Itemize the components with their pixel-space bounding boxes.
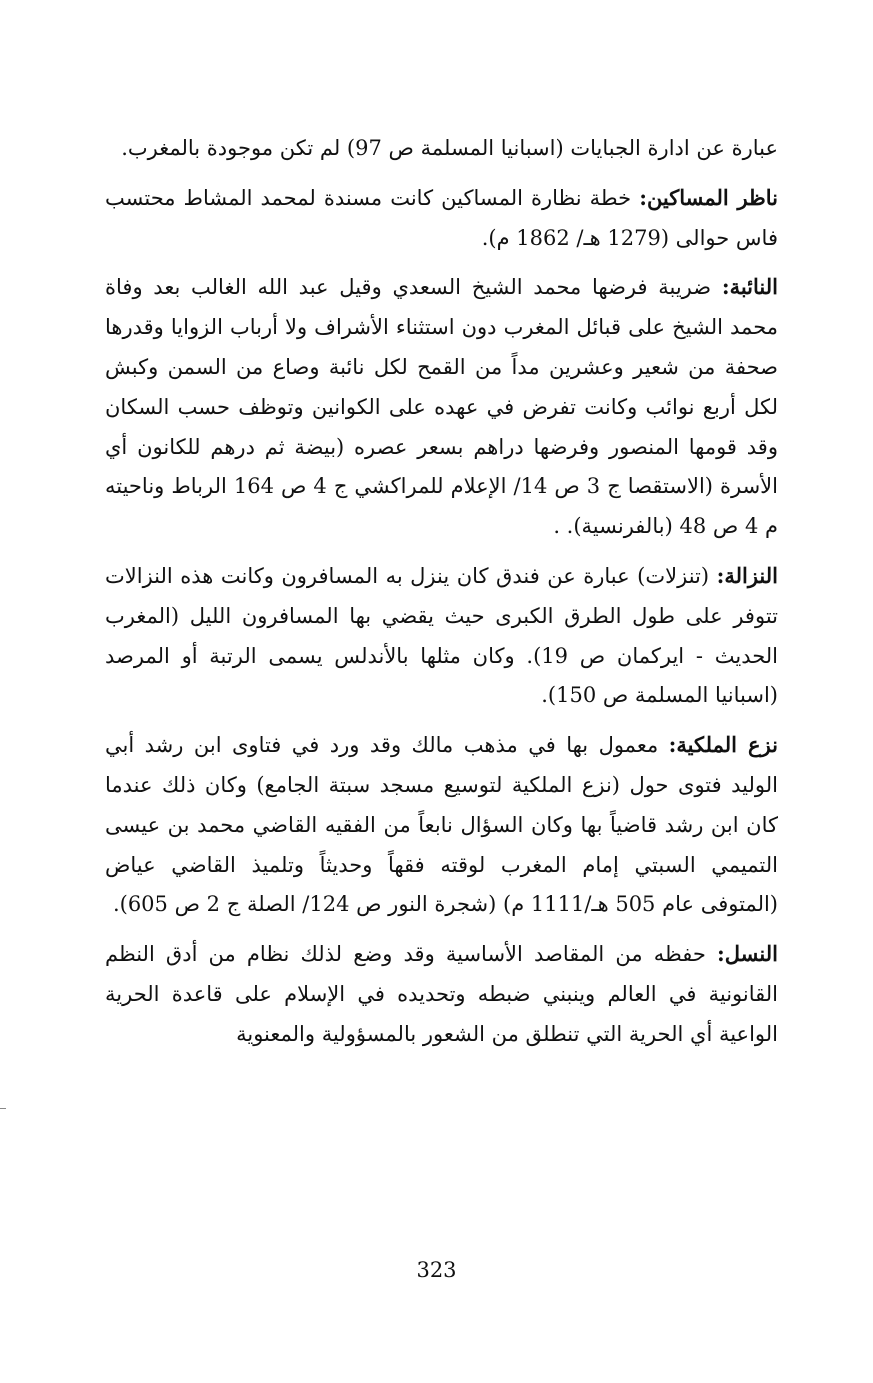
- glossary-entry: [105, 725, 778, 925]
- glossary-entry: [105, 934, 778, 1054]
- entry-term: ناظر المساكين:: [639, 184, 778, 210]
- entry-text: (تنزلات) عبارة عن فندق كان ينزل به المسافرون وكانت هذه النزالات تتوفر على طول الطرق الكبرى حيث يقضي بها المسافرون الليل (المغرب الحديث - ايركمان ص 19). وكان مثلها بالأندلس يسمى الرتبة أو المرصد (اسبانيا المسلمة ص 150).: [105, 563, 779, 708]
- entry-text: حفظه من المقاصد الأساسية وقد وضع لذلك نظام من أدق النظم القانونية في العالم وينبني ضبطه وتحديده في الإسلام على قاعدة الحرية الواعية أي الحرية التي تنطلق من الشعور بالمسؤولية والمعنوية: [105, 942, 778, 1046]
- entry-term: نزع الملكية:: [668, 732, 779, 758]
- entry-text: ضريبة فرضها محمد الشيخ السعدي وقيل عبد الله الغالب بعد وفاة محمد الشيخ على قبائل المغرب دون استثناء الأشراف ولا أرباب الزوايا وقدرها صحفة من شعير وعشرين مداً من القمح لكل نائبة وصاع من السمن وكبش لكل أربع نوائب وكانت تفرض في عهده على الكوانين وتوظف حسب السكان وقد قومها المنصور وفرضها دراهم بسعر عصره (بيضة ثم درهم للكانون أي الأسرة (الاستقصا ج 3 ص 14/ الإعلام للمراكشي ج 4 ص 164 الرباط وناحيته م 4 ص 48 (بالفرنسية). .: [105, 275, 778, 539]
- entry-term: النائبة:: [721, 274, 778, 300]
- page-number: 323: [416, 1258, 457, 1282]
- margin-mark: [0, 1108, 6, 1109]
- page-body: [105, 128, 778, 1055]
- glossary-entry: [105, 128, 778, 169]
- entry-text: عبارة عن ادارة الجبايات (اسبانيا المسلمة ص 97) لم تكن موجودة بالمغرب.: [121, 136, 778, 160]
- entry-term: النسل:: [717, 941, 778, 967]
- entry-text: معمول بها في مذهب مالك وقد ورد في فتاوى ابن رشد أبي الوليد فتوى حول (نزع الملكية لتوسيع مسجد سبتة الجامع) وكان ذلك عندما كان ابن رشد قاضياً بها وكان السؤال نابعاً من الفقيه القاضي محمد بن عيسى التميمي السبتي إمام المغرب لوقته فقهاً وحديثاً وتلميذ القاضي عياض (المتوفى عام 505 هـ/1111 م) (شجرة النور ص 124/ الصلة ج 2 ص 605).: [105, 733, 778, 917]
- entry-term: النزالة:: [716, 562, 778, 588]
- entry-text: خطة نظارة المساكين كانت مسندة لمحمد المشاط محتسب فاس حوالى (1279 هـ/ 1862 م).: [105, 185, 778, 250]
- glossary-entry: [105, 556, 778, 716]
- glossary-entry: [105, 178, 778, 259]
- glossary-entry: [105, 267, 778, 547]
